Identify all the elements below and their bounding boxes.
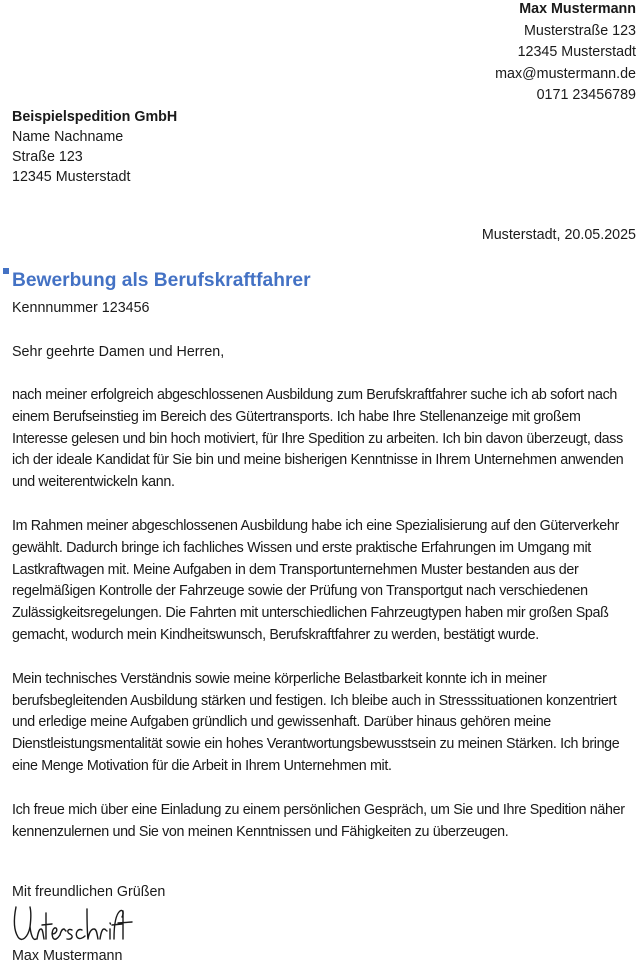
letter-body [12, 385, 637, 865]
sender-street: Musterstraße 123 [523, 22, 636, 39]
sender-email: max@mustermann.de [495, 65, 636, 82]
recipient-address-block [12, 107, 177, 187]
closing-phrase: Mit freundlichen Grüßen [12, 884, 166, 900]
sender-name: Max Mustermann [519, 1, 636, 17]
body-paragraph: Im Rahmen meiner abgeschlossenen Ausbildung habe ich eine Spezialisierung auf den Güterverkehr gewählt. Dadurch bringe ich fachliches Wissen und erste praktische Erfahrungen im Umgang mit Lastkraftwagen mit. Meine Aufgaben in dem Transportunternehmen Muster bestanden aus der regelmäßigen Kontrolle der Fahrzeuge sowie der Prüfung von Transportgut nach verschiedenen Zulässigkeitsregelungen. Die Fahrten mit unterschiedlichen Fahrzeugtypen haben mir großen Spaß gemacht, wodurch mein Kindheitswunsch, Berufskraftfahrer zu werden, bestätigt wurde. [12, 517, 619, 643]
body-paragraph: Mein technisches Verständnis sowie meine körperliche Belastbarkeit konnte ich in meiner berufsbegleitenden Ausbildung stärken und festigen. Ich bleibe auch in Stresssituationen konzentriert und erledige meine Aufgaben gründlich und gewissenhaft. Darüber hinaus gehören meine Dienstleistungsmentalität sowie ein hohes Verantwortungsbewusstsein zu meinen Stärken. Ich bringe eine Menge Motivation für die Arbeit in Ihrem Unternehmen mit. [12, 670, 620, 774]
reference-number: Kennnummer 123456 [12, 300, 150, 316]
body-paragraph: nach meiner erfolgreich abgeschlossenen Ausbildung zum Berufskraftfahrer suche ich ab sofort nach einem Berufseinstieg im Bereich des Gütertransports. Ich habe Ihre Stellenanzeige mit großem Interesse gelesen und bin hoch motiviert, für Ihre Spedition zu arbeiten. Ich bin davon überzeugt, dass ich der ideale Kandidat für Sie bin und meine bisherigen Kenntnisse in Ihrem Unternehmen anwenden und weiterentwickeln kann. [12, 387, 624, 491]
handwritten-signature [10, 903, 134, 947]
letter-date: Musterstadt, 20.05.2025 [481, 227, 636, 243]
recipient-company: Beispielspedition GmbH [12, 109, 178, 125]
signature-name: Max Mustermann [12, 948, 123, 964]
body-paragraph: Ich freue mich über eine Einladung zu einem persönlichen Gespräch, um Sie und Ihre Spedition näher kennenzulernen und Sie von meinen Kenntnissen und Fähigkeiten zu überzeugen. [12, 801, 625, 840]
recipient-contact: Name Nachname [12, 129, 124, 145]
sender-city: 12345 Musterstadt [517, 44, 636, 61]
recipient-street: Straße 123 [12, 149, 83, 165]
heading-marker [3, 268, 9, 274]
sender-address-block [495, 0, 636, 107]
letter-subject: Bewerbung als Berufskraftfahrer [12, 270, 311, 291]
salutation: Sehr geehrte Damen und Herren, [12, 344, 225, 360]
sender-phone: 0171 23456789 [536, 87, 636, 104]
recipient-city: 12345 Musterstadt [12, 169, 131, 185]
